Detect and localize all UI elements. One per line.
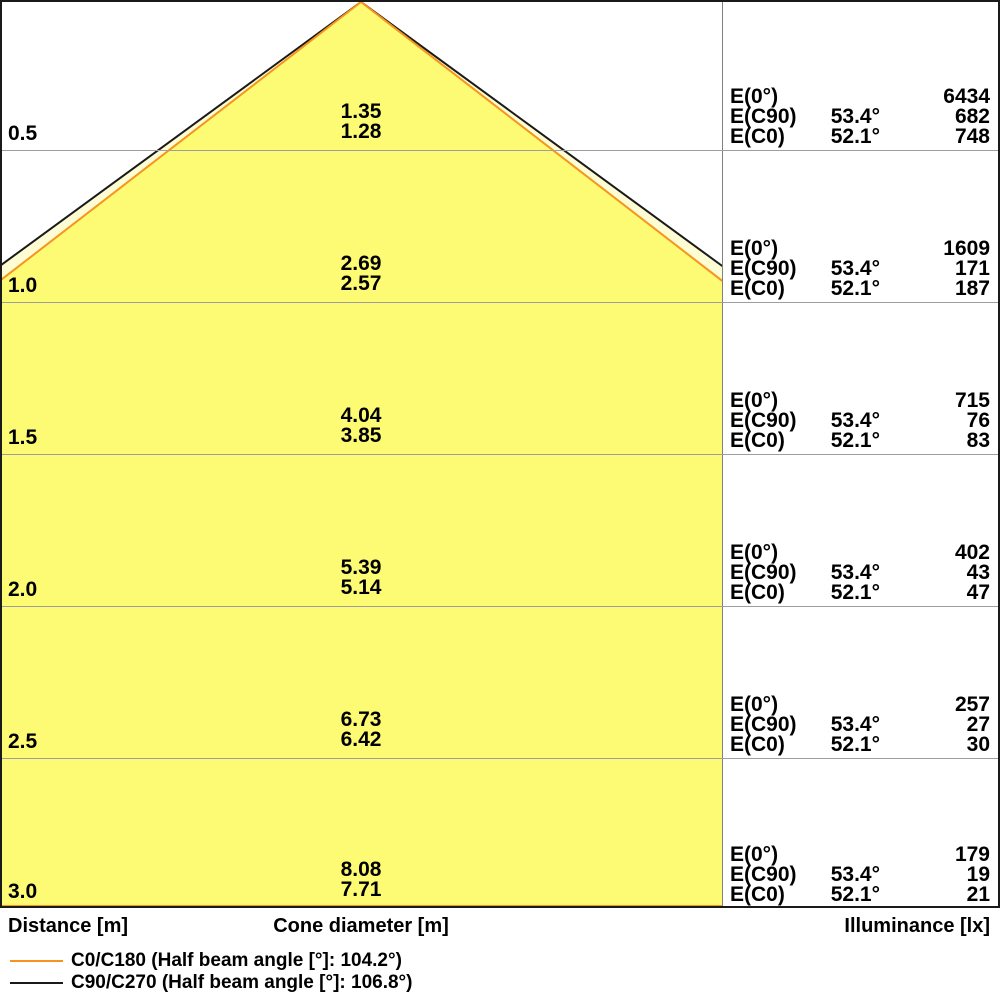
distance-label: 2.5 <box>8 730 38 753</box>
cone-diameter-c0: 5.14 <box>340 575 382 599</box>
distance-label: 2.0 <box>8 578 38 601</box>
cone-diameter-c90: 6.73 <box>340 708 382 731</box>
illuminance-value: 6434 <box>943 85 990 108</box>
illuminance-label: E(C90) <box>730 409 797 432</box>
illuminance-axis-label: Illuminance [lx] <box>844 915 990 937</box>
distance-axis-label: Distance [m] <box>8 915 129 937</box>
illuminance-value: 748 <box>954 125 990 148</box>
illuminance-label: E(0°) <box>730 541 779 564</box>
illuminance-row <box>730 239 990 259</box>
illuminance-angle <box>820 695 880 715</box>
cone-diameter-values <box>341 710 382 749</box>
illuminance-row <box>730 865 990 885</box>
legend-item-c0-c180 <box>10 951 402 971</box>
illuminance-row <box>730 715 990 735</box>
illuminance-label: E(C90) <box>730 713 797 736</box>
illuminance-value: 43 <box>966 561 990 584</box>
illuminance-angle: 53.4° <box>830 713 880 736</box>
illuminance-row <box>730 279 990 299</box>
illuminance-row <box>730 563 990 583</box>
illuminance-value: 187 <box>954 277 990 300</box>
distance-label: 0.5 <box>8 122 38 145</box>
illuminance-value: 257 <box>954 693 990 716</box>
illuminance-angle: 52.1° <box>830 277 880 300</box>
cone-diameter-c90: 8.08 <box>340 858 382 881</box>
illuminance-row <box>730 885 990 905</box>
illuminance-row <box>730 695 990 715</box>
illuminance-row <box>730 735 990 755</box>
illuminance-label: E(C90) <box>730 257 797 280</box>
illuminance-row <box>730 411 990 431</box>
distance-label: 3.0 <box>8 880 38 903</box>
illuminance-angle: 53.4° <box>830 409 880 432</box>
illuminance-value: 715 <box>954 389 990 412</box>
illuminance-label: E(0°) <box>730 843 779 866</box>
cone-diameter-c90: 5.39 <box>340 556 382 579</box>
illuminance-value: 21 <box>966 883 990 906</box>
illuminance-label: E(C0) <box>730 733 785 756</box>
cone-diameter-c90: 4.04 <box>340 404 382 427</box>
illuminance-value: 1609 <box>943 237 990 260</box>
cone-diameter-axis-label: Cone diameter [m] <box>273 915 449 937</box>
illuminance-value: 30 <box>966 733 990 756</box>
illuminance-label: E(C0) <box>730 581 785 604</box>
illuminance-table-block <box>730 695 990 755</box>
illuminance-row <box>730 583 990 603</box>
illuminance-table-block <box>730 391 990 451</box>
illuminance-table-block <box>730 239 990 299</box>
distance-label: 1.0 <box>8 274 38 297</box>
illuminance-row <box>730 431 990 451</box>
illuminance-angle: 52.1° <box>830 883 880 906</box>
illuminance-angle: 53.4° <box>830 863 880 886</box>
illuminance-angle <box>820 239 880 259</box>
illuminance-label: E(C90) <box>730 561 797 584</box>
illuminance-row <box>730 845 990 865</box>
illuminance-angle <box>820 87 880 107</box>
gridline <box>2 302 998 303</box>
illuminance-angle: 52.1° <box>830 125 880 148</box>
illuminance-label: E(0°) <box>730 693 779 716</box>
illuminance-label: E(C0) <box>730 429 785 452</box>
illuminance-angle: 52.1° <box>830 733 880 756</box>
legend-label: C90/C270 (Half beam angle [°]: 106.8°) <box>71 972 413 993</box>
illuminance-row <box>730 127 990 147</box>
illuminance-row <box>730 391 990 411</box>
illuminance-label: E(C0) <box>730 125 785 148</box>
cone-diameter-c0: 3.85 <box>340 423 382 447</box>
illuminance-value: 179 <box>954 843 990 866</box>
illuminance-table-block <box>730 845 990 905</box>
cone-diameter-values <box>341 406 382 445</box>
gridline <box>2 454 998 455</box>
cone-diameter-values <box>341 102 382 141</box>
illuminance-angle: 53.4° <box>830 105 880 128</box>
illuminance-table-block <box>730 543 990 603</box>
cone-diameter-values <box>341 860 382 899</box>
illuminance-row <box>730 259 990 279</box>
illuminance-row <box>730 87 990 107</box>
illuminance-label: E(C0) <box>730 883 785 906</box>
illuminance-row <box>730 107 990 127</box>
illuminance-value: 47 <box>966 581 990 604</box>
illuminance-value: 27 <box>966 713 990 736</box>
illuminance-label: E(0°) <box>730 237 779 260</box>
gridline <box>2 758 998 759</box>
cone-diameter-c90: 2.69 <box>340 252 382 275</box>
legend-item-c90-c270 <box>10 973 412 993</box>
cone-diameter-values <box>341 558 382 597</box>
cone-diameter-c90: 1.35 <box>340 100 382 123</box>
cone-diameter-c0: 2.57 <box>340 271 382 295</box>
c90-c270-line-swatch <box>10 982 63 984</box>
illuminance-angle <box>820 543 880 563</box>
illuminance-value: 682 <box>954 105 990 128</box>
illuminance-angle: 53.4° <box>830 257 880 280</box>
gridline <box>2 150 998 151</box>
illuminance-label: E(0°) <box>730 389 779 412</box>
illuminance-label: E(0°) <box>730 85 779 108</box>
illuminance-value: 171 <box>954 257 990 280</box>
cone-diameter-c0: 6.42 <box>340 727 382 751</box>
illuminance-table-block <box>730 87 990 147</box>
illuminance-label: E(C90) <box>730 105 797 128</box>
illuminance-label: E(C90) <box>730 863 797 886</box>
illuminance-value: 83 <box>966 429 990 452</box>
illuminance-value: 402 <box>954 541 990 564</box>
illuminance-angle <box>820 845 880 865</box>
illuminance-value: 76 <box>966 409 990 432</box>
illuminance-value: 19 <box>966 863 990 886</box>
illuminance-angle: 52.1° <box>830 581 880 604</box>
legend-label: C0/C180 (Half beam angle [°]: 104.2°) <box>71 950 402 971</box>
cone-diameter-c0: 1.28 <box>340 119 382 143</box>
illuminance-label: E(C0) <box>730 277 785 300</box>
illuminance-row <box>730 543 990 563</box>
illuminance-angle: 53.4° <box>830 561 880 584</box>
cone-diameter-values <box>341 254 382 293</box>
illuminance-angle: 52.1° <box>830 429 880 452</box>
illuminance-angle <box>820 391 880 411</box>
gridline <box>2 606 998 607</box>
cone-diameter-c0: 7.71 <box>340 877 382 901</box>
c0-c180-line-swatch <box>10 960 63 962</box>
distance-label: 1.5 <box>8 426 38 449</box>
